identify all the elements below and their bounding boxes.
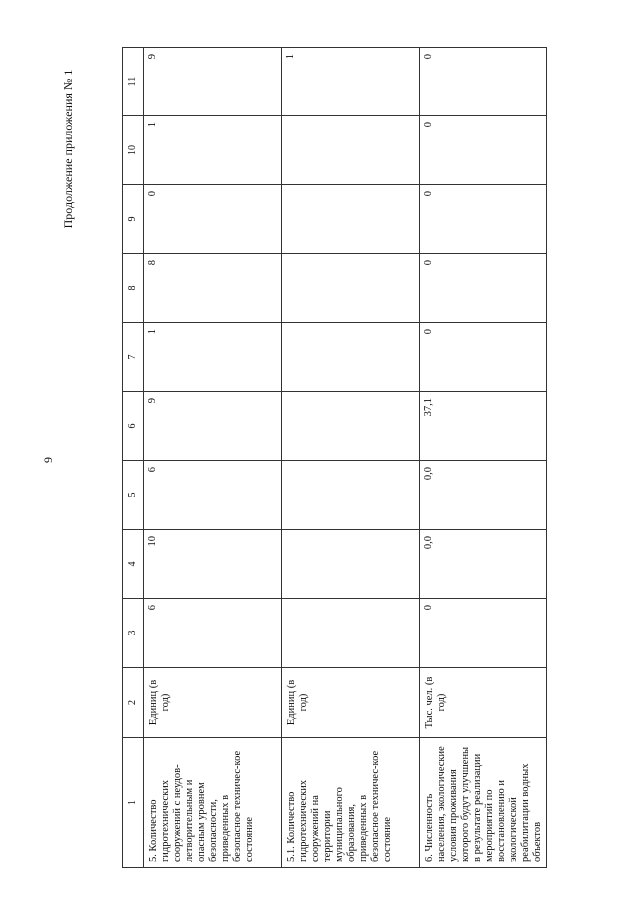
table-row — [144, 48, 282, 868]
indicator-cell: 5. Количество гидротехнических сооружений с неудов-летворительным и опасным уровнем безопасности, приведенных в безопасное техничес-кое состояние — [144, 738, 282, 868]
value-cell — [282, 116, 420, 185]
header-cell: 5 — [123, 461, 144, 530]
header-cell: 11 — [123, 48, 144, 116]
rotated-table-wrapper — [122, 48, 543, 868]
header-cell: 10 — [123, 116, 144, 185]
header-row — [123, 48, 144, 868]
value-cell: 0 — [420, 185, 547, 254]
value-cell — [282, 461, 420, 530]
value-cell: 0 — [420, 323, 547, 392]
value-cell: 9 — [144, 48, 282, 116]
unit-cell: Тыс. чел. (в год) — [420, 668, 547, 738]
value-cell — [282, 392, 420, 461]
table-row — [420, 48, 547, 868]
value-cell — [282, 254, 420, 323]
unit-cell: Единиц (в год) — [144, 668, 282, 738]
header-cell: 1 — [123, 738, 144, 868]
indicator-cell: 6. Численность населения, экологические условия проживания которого будут улучшены в результате реализации мероприятий по восстановлению и экологической реабилитации водных объектов — [420, 738, 547, 868]
value-cell: 6 — [144, 599, 282, 668]
value-cell — [282, 323, 420, 392]
page-number: 9 — [41, 457, 55, 463]
value-cell: 0 — [420, 48, 547, 116]
annex-title: Продолжение приложения № 1 — [61, 69, 75, 229]
header-cell: 3 — [123, 599, 144, 668]
value-cell — [282, 599, 420, 668]
header-cell: 2 — [123, 668, 144, 738]
value-cell: 10 — [144, 530, 282, 599]
value-cell: 37,1 — [420, 392, 547, 461]
value-cell: 8 — [144, 254, 282, 323]
indicator-cell: 5.1. Количество гидротехнических сооружений на территории муниципального образования, приведенных в безопасное техничес-кое состояние — [282, 738, 420, 868]
indicators-table — [122, 47, 547, 868]
value-cell: 1 — [282, 48, 420, 116]
header-cell: 8 — [123, 254, 144, 323]
header-cell: 4 — [123, 530, 144, 599]
value-cell — [282, 185, 420, 254]
value-cell: 9 — [144, 392, 282, 461]
unit-cell: Единиц (в год) — [282, 668, 420, 738]
value-cell: 0,0 — [420, 461, 547, 530]
header-cell: 9 — [123, 185, 144, 254]
table-row — [282, 48, 420, 868]
value-cell: 6 — [144, 461, 282, 530]
value-cell: 1 — [144, 116, 282, 185]
value-cell: 0 — [420, 599, 547, 668]
header-cell: 7 — [123, 323, 144, 392]
value-cell: 0 — [144, 185, 282, 254]
header-cell: 6 — [123, 392, 144, 461]
value-cell: 0 — [420, 116, 547, 185]
value-cell — [282, 530, 420, 599]
value-cell: 0,0 — [420, 530, 547, 599]
value-cell: 1 — [144, 323, 282, 392]
value-cell: 0 — [420, 254, 547, 323]
